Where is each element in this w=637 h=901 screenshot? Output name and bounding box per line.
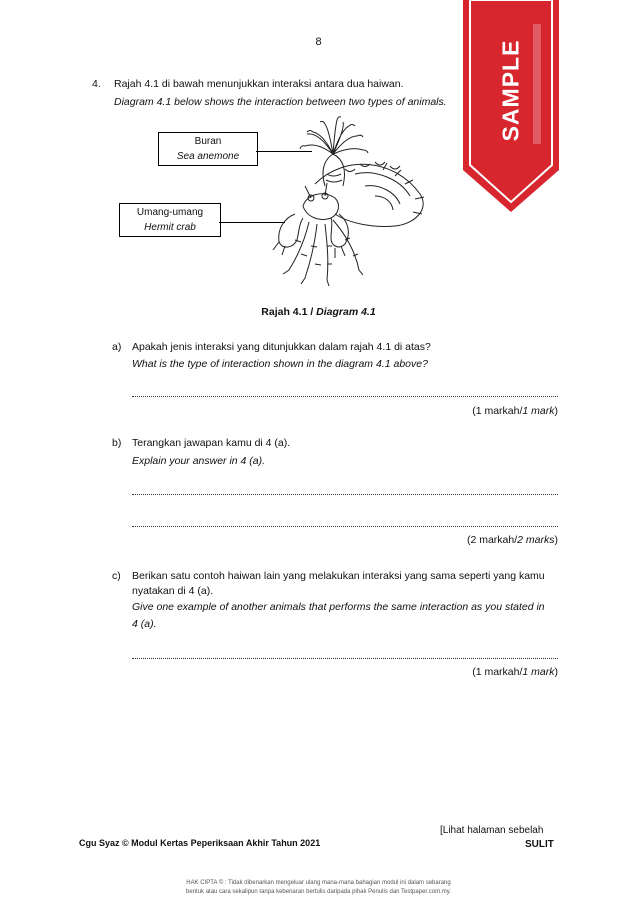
part-c-letter: c) bbox=[112, 570, 121, 582]
part-b-marks bbox=[358, 534, 558, 546]
part-a-letter: a) bbox=[112, 341, 122, 353]
question-intro-english: Diagram 4.1 below shows the interaction between two types of animals. bbox=[114, 96, 447, 108]
label-sea-anemone-malay: Buran bbox=[194, 136, 222, 147]
marks-malay: (1 markah/ bbox=[472, 666, 523, 678]
footer-module-credit: Cgu Syaz © Modul Kertas Peperiksaan Akhir Tahun 2021 bbox=[79, 838, 321, 848]
part-c-marks bbox=[358, 666, 558, 678]
question-intro-malay: Rajah 4.1 di bawah menunjukkan interaksi antara dua haiwan. bbox=[114, 78, 404, 90]
label-hermit-crab-malay: Umang-umang bbox=[136, 207, 204, 218]
label-hermit-crab-english: Hermit crab bbox=[144, 222, 196, 233]
connector-line-crab bbox=[219, 222, 285, 223]
answer-line[interactable] bbox=[132, 396, 558, 397]
copyright-line-1: HAK CIPTA © : Tidak dibenarkan mengeluar ulang mana-mana bahagian modul ini dalam sebarang bbox=[186, 880, 451, 886]
part-a-question-malay: Apakah jenis interaksi yang ditunjukkan dalam rajah 4.1 di atas? bbox=[132, 341, 431, 353]
marks-malay: (2 markah/ bbox=[466, 534, 518, 546]
marks-malay: (1 markah/ bbox=[472, 405, 523, 417]
part-c-question-english-line1: Give one example of another animals that performs the same interaction as you stated in bbox=[132, 601, 545, 613]
page-number: 8 bbox=[315, 36, 322, 48]
marks-english: 2 marks bbox=[517, 534, 555, 546]
marks-close: ) bbox=[554, 666, 558, 678]
marks-english: 1 mark bbox=[522, 405, 555, 417]
footer-turn-page: [Lihat halaman sebelah bbox=[440, 825, 544, 836]
caption-english: Diagram 4.1 bbox=[316, 306, 376, 318]
connector-line-anemone bbox=[256, 151, 312, 152]
part-b-question-english: Explain your answer in 4 (a). bbox=[132, 455, 266, 467]
part-a-marks bbox=[358, 405, 558, 417]
question-number: 4. bbox=[92, 78, 101, 90]
part-c-question-english-line2: 4 (a). bbox=[132, 618, 157, 630]
part-c-question-malay-line2: nyatakan di 4 (a). bbox=[132, 585, 214, 597]
copyright-notice bbox=[0, 879, 637, 897]
answer-line[interactable] bbox=[132, 658, 558, 659]
diagram-caption bbox=[0, 306, 637, 318]
hermit-crab-anemone-illustration bbox=[255, 114, 445, 294]
answer-line[interactable] bbox=[132, 494, 558, 495]
footer-sulit: SULIT bbox=[525, 839, 554, 850]
caption-malay: Rajah 4.1 / bbox=[261, 306, 317, 318]
part-b-question-malay: Terangkan jawapan kamu di 4 (a). bbox=[132, 437, 291, 449]
marks-close: ) bbox=[554, 534, 558, 546]
part-a-question-english: What is the type of interaction shown in the diagram 4.1 above? bbox=[132, 358, 428, 370]
sample-stamp bbox=[463, 0, 559, 212]
label-box-hermit-crab bbox=[119, 203, 221, 237]
label-box-sea-anemone bbox=[158, 132, 258, 166]
part-c-question-malay-line1: Berikan satu contoh haiwan lain yang melakukan interaksi yang sama seperti yang kamu bbox=[132, 570, 545, 582]
marks-close: ) bbox=[554, 405, 558, 417]
copyright-line-2: bentuk atau cara sekalipun tanpa kebenaran bertulis daripada pihak Penulis dan Testpaper.com.my. bbox=[186, 889, 451, 895]
answer-line[interactable] bbox=[132, 526, 558, 527]
marks-english: 1 mark bbox=[522, 666, 555, 678]
part-b-letter: b) bbox=[112, 437, 122, 449]
label-sea-anemone-english: Sea anemone bbox=[176, 151, 240, 162]
stamp-text: SAMPLE bbox=[497, 39, 524, 141]
